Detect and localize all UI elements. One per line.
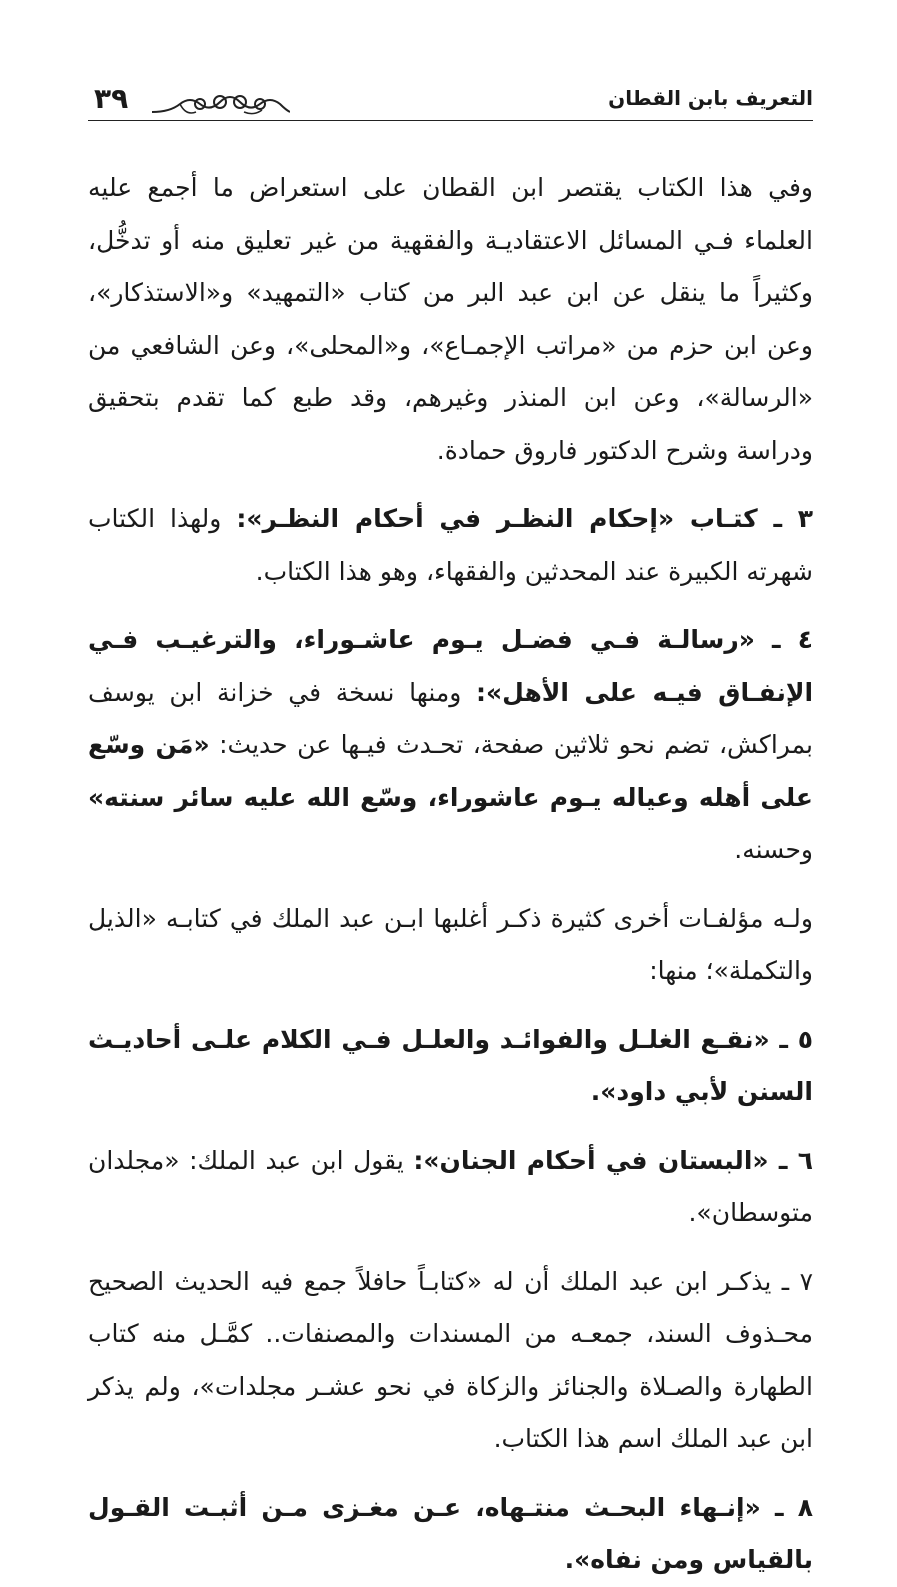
list-item-3-title: ٣ ـ كتـاب «إحكام النظـر في أحكام النظـر»:	[236, 504, 813, 533]
list-item-3	[88, 493, 813, 598]
list-item-6-title: ٦ ـ «البستان في أحكام الجنان»:	[413, 1145, 813, 1175]
list-item-7: ٧ ـ يذكـر ابن عبد الملك أن له «كتابـاً حافلاً جمع فيه الحديث الصحيح محـذوف السند، جمعـه من المسندات والمصنفات.. كمَّـل منه كتاب الطهارة والصـلاة والجنائز والزكاة في نحو عشـر مجلدات»، ولم يذكر ابن عبد الملك اسم هذا الكتاب.	[88, 1266, 813, 1453]
running-title: التعريف بابن القطان	[608, 86, 813, 110]
list-item-3-text: ولهذا الكتاب شهرته الكبيرة عند المحدثين والفقهاء، وهو هذا الكتاب.	[88, 504, 813, 586]
list-item-4-text-end: وحسنه.	[734, 835, 813, 864]
page-header	[88, 82, 813, 124]
ornament-icon	[150, 90, 290, 120]
paragraph-other-works: ولـه مؤلفـات أخرى كثيرة ذكـر أغلبها ابـن عبد الملك في كتابـه «الذيل والتكملة»؛ منها:	[88, 903, 813, 985]
page-number: ٣٩	[94, 82, 129, 115]
list-item-4-title: ٤ ـ «رسالـة فـي فضـل يـوم عاشـوراء، والترغيـب فـي الإنفـاق فيـه على الأهل»:	[88, 625, 814, 707]
list-item-8: ٨ ـ «إنـهاء البحـث منتـهاه، عـن مغـزى مـن أثبـت القـول بالقياس ومن نفاه».	[88, 1492, 813, 1574]
list-item-4	[88, 614, 813, 877]
paragraph-intro: وفي هذا الكتاب يقتصر ابن القطان على استعراض ما أجمع عليه العلماء فـي المسائل الاعتقاديـة والفقهية من غير تعليق منه أو تدخُّل، وكثيراً ما ينقل عن ابن عبد البر من كتاب «التمهيد» و«الاستذكار»، وعن ابن حزم من «مراتب الإجمـاع»، و«المحلى»، وعن الشافعي من «الرسالة»، وعن ابن المنذر وغيرهم، وقد طبع كما تقدم بتحقيق ودراسة وشرح الدكتور فاروق حمادة.	[88, 173, 813, 465]
header-rule	[88, 120, 813, 121]
hadith-quote: «مَن وسّع على أهله وعياله يـوم عاشوراء، وسّع الله عليه سائر سنته»	[88, 730, 813, 812]
body-text	[88, 162, 813, 1587]
list-item-5: ٥ ـ «نقـع الغلـل والفوائـد والعلـل فـي الكلام علـى أحاديـث السنن لأبي داود».	[88, 1024, 813, 1106]
list-item-6-text: يقول ابن عبد الملك: «مجلدان متوسطان».	[88, 1145, 813, 1227]
list-item-6	[88, 1135, 813, 1240]
list-item-4-text: ومنها نسخة في خزانة ابن يوسف بمراكش، تضم نحو ثلاثين صفحة، تحـدث فيـها عن حديث:	[88, 677, 813, 759]
